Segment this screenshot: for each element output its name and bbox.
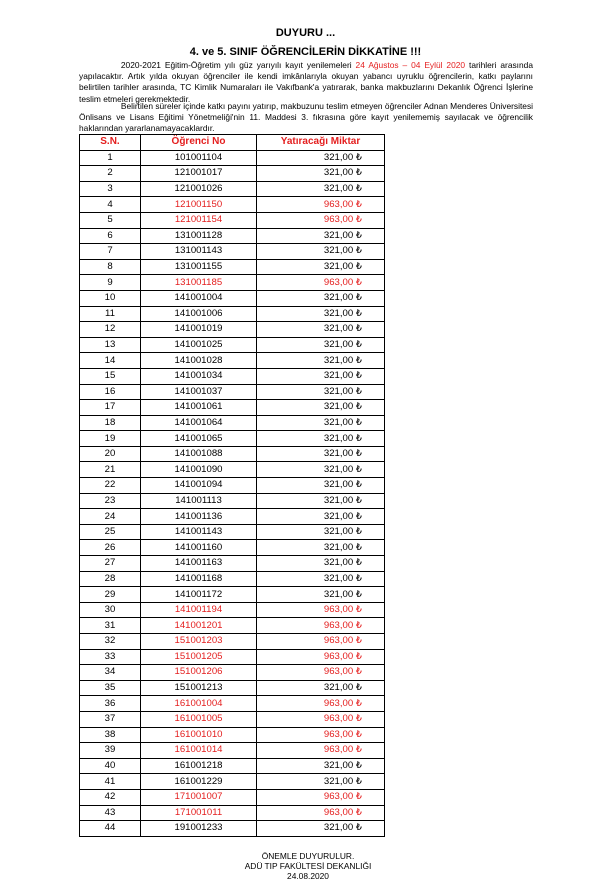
announcement-subtitle: 4. ve 5. SINIF ÖĞRENCİLERİN DİKKATİNE !!! [189,46,422,58]
table-row [80,727,385,743]
table-body [80,150,385,836]
row-serial-number: 41 [80,774,141,790]
row-amount: 321,00 ₺ [257,680,385,696]
table-row [80,244,385,260]
intro-text-a: 2020-2021 Eğitim-Öğretim yılı güz yarıyılı kayıt yenilemeleri [120,60,356,70]
row-amount: 321,00 ₺ [257,556,385,572]
row-student-number: 141001065 [141,431,257,447]
table-row [80,197,385,213]
table-row [80,275,385,291]
table-row [80,680,385,696]
row-amount: 321,00 ₺ [257,228,385,244]
student-fee-table [79,134,385,837]
row-serial-number: 16 [80,384,141,400]
row-serial-number: 1 [80,150,141,166]
row-serial-number: 25 [80,524,141,540]
row-student-number: 141001037 [141,384,257,400]
row-amount: 321,00 ₺ [257,368,385,384]
row-student-number: 131001143 [141,244,257,260]
footer-date: 24.08.2020 [287,871,329,881]
row-serial-number: 39 [80,743,141,759]
row-serial-number: 13 [80,337,141,353]
row-amount: 321,00 ₺ [257,337,385,353]
row-amount: 321,00 ₺ [257,571,385,587]
row-amount: 321,00 ₺ [257,540,385,556]
row-serial-number: 32 [80,634,141,650]
row-serial-number: 18 [80,415,141,431]
row-amount: 321,00 ₺ [257,821,385,837]
table-row [80,290,385,306]
row-amount: 963,00 ₺ [257,711,385,727]
table-row [80,150,385,166]
row-amount: 321,00 ₺ [257,587,385,603]
row-serial-number: 11 [80,306,141,322]
row-student-number: 141001143 [141,524,257,540]
row-amount: 321,00 ₺ [257,259,385,275]
table-row [80,509,385,525]
row-student-number: 141001034 [141,368,257,384]
footer-faculty: ADÜ TIP FAKÜLTESİ DEKANLIĞI [244,861,372,871]
table-row [80,259,385,275]
row-amount: 963,00 ₺ [257,743,385,759]
row-serial-number: 14 [80,353,141,369]
row-amount: 963,00 ₺ [257,618,385,634]
row-student-number: 101001104 [141,150,257,166]
intro-paragraph-2 [79,101,533,135]
table-row [80,353,385,369]
row-amount: 963,00 ₺ [257,727,385,743]
row-serial-number: 2 [80,166,141,182]
row-serial-number: 31 [80,618,141,634]
row-student-number: 191001233 [141,821,257,837]
row-amount: 321,00 ₺ [257,384,385,400]
row-serial-number: 3 [80,181,141,197]
row-amount: 963,00 ₺ [257,696,385,712]
row-amount: 963,00 ₺ [257,649,385,665]
row-amount: 321,00 ₺ [257,290,385,306]
table-row [80,384,385,400]
table-header-row [80,135,385,151]
row-student-number: 161001004 [141,696,257,712]
row-serial-number: 6 [80,228,141,244]
table-row [80,743,385,759]
row-amount: 321,00 ₺ [257,446,385,462]
row-student-number: 141001194 [141,602,257,618]
row-serial-number: 20 [80,446,141,462]
row-serial-number: 17 [80,400,141,416]
row-student-number: 131001155 [141,259,257,275]
table-row [80,774,385,790]
table-row [80,587,385,603]
table-row [80,571,385,587]
row-amount: 963,00 ₺ [257,789,385,805]
row-serial-number: 24 [80,509,141,525]
row-serial-number: 30 [80,602,141,618]
row-student-number: 121001017 [141,166,257,182]
row-serial-number: 23 [80,493,141,509]
row-amount: 321,00 ₺ [257,166,385,182]
row-serial-number: 8 [80,259,141,275]
row-student-number: 141001004 [141,290,257,306]
row-serial-number: 29 [80,587,141,603]
row-amount: 321,00 ₺ [257,524,385,540]
row-student-number: 141001090 [141,462,257,478]
table-row [80,322,385,338]
row-serial-number: 26 [80,540,141,556]
row-student-number: 141001006 [141,306,257,322]
row-student-number: 141001019 [141,322,257,338]
row-serial-number: 22 [80,478,141,494]
intro-paragraph-1 [79,60,533,105]
row-amount: 321,00 ₺ [257,758,385,774]
table-row [80,821,385,837]
row-serial-number: 21 [80,462,141,478]
row-serial-number: 28 [80,571,141,587]
table-row [80,337,385,353]
row-student-number: 141001025 [141,337,257,353]
row-amount: 321,00 ₺ [257,353,385,369]
row-amount: 321,00 ₺ [257,431,385,447]
row-amount: 963,00 ₺ [257,665,385,681]
row-serial-number: 42 [80,789,141,805]
row-student-number: 141001168 [141,571,257,587]
row-amount: 321,00 ₺ [257,478,385,494]
row-student-number: 151001213 [141,680,257,696]
row-student-number: 131001185 [141,275,257,291]
row-student-number: 141001163 [141,556,257,572]
row-serial-number: 35 [80,680,141,696]
table-row [80,181,385,197]
row-amount: 321,00 ₺ [257,462,385,478]
row-serial-number: 33 [80,649,141,665]
row-student-number: 151001205 [141,649,257,665]
intro-text-c: Belirtilen süreler içinde katkı payını yatırıp, makbuzunu teslim etmeyen öğrenciler Adnan Menderes Üniversitesi Önlisans ve Lisans Eğitimi Yönetmeliği'nin 11. Maddesi 3. fıkrasına göre kayıt yenilememiş sayılacak ve öğrencilik haklarından yararlanamayacaklardır. [79,101,533,134]
row-student-number: 161001229 [141,774,257,790]
row-student-number: 141001088 [141,446,257,462]
row-amount: 963,00 ₺ [257,197,385,213]
row-serial-number: 27 [80,556,141,572]
row-student-number: 161001218 [141,758,257,774]
row-amount: 321,00 ₺ [257,509,385,525]
column-header-amount: Yatıracağı Miktar [257,135,385,151]
row-amount: 321,00 ₺ [257,322,385,338]
row-amount: 321,00 ₺ [257,774,385,790]
row-amount: 963,00 ₺ [257,805,385,821]
row-amount: 321,00 ₺ [257,400,385,416]
row-serial-number: 15 [80,368,141,384]
row-serial-number: 4 [80,197,141,213]
table-row [80,228,385,244]
table-row [80,493,385,509]
row-serial-number: 7 [80,244,141,260]
table-row [80,212,385,228]
row-amount: 963,00 ₺ [257,212,385,228]
column-header-student-no: Öğrenci No [141,135,257,151]
registration-dates: 24 Ağustos – 04 Eylül 2020 [355,60,466,70]
row-amount: 321,00 ₺ [257,493,385,509]
row-student-number: 141001113 [141,493,257,509]
row-amount: 321,00 ₺ [257,306,385,322]
row-student-number: 121001150 [141,197,257,213]
table-row [80,696,385,712]
row-student-number: 151001206 [141,665,257,681]
row-student-number: 171001007 [141,789,257,805]
row-serial-number: 19 [80,431,141,447]
table-row [80,602,385,618]
table-row [80,789,385,805]
row-serial-number: 10 [80,290,141,306]
row-amount: 963,00 ₺ [257,275,385,291]
row-serial-number: 43 [80,805,141,821]
row-student-number: 141001094 [141,478,257,494]
table-row [80,431,385,447]
table-row [80,758,385,774]
table-row [80,634,385,650]
table-row [80,805,385,821]
table-row [80,306,385,322]
table-row [80,524,385,540]
row-serial-number: 40 [80,758,141,774]
row-student-number: 141001201 [141,618,257,634]
table-row [80,368,385,384]
row-student-number: 171001011 [141,805,257,821]
row-serial-number: 44 [80,821,141,837]
row-amount: 321,00 ₺ [257,415,385,431]
row-serial-number: 37 [80,711,141,727]
row-serial-number: 9 [80,275,141,291]
intro-text-b: tarihleri arasında yapılacaktır. Artık yılda okuyan öğrenciler ile kendi imkânlarıyla okuyan yabancı uyruklu öğrencilerin, katkı paylarını belirtilen tarihler arasında, TC Kimlik Numaraları ile Vakıfbank'a yatırarak, banka makbuzlarını Dekanlık Öğrenci İşlerine teslim etmeleri gerekmektedir. [79,60,533,104]
table-row [80,478,385,494]
table-row [80,556,385,572]
table-row [80,649,385,665]
row-student-number: 141001028 [141,353,257,369]
footer-signature [180,851,436,881]
footer-notice: ÖNEMLE DUYURULUR. [261,851,355,861]
table-row [80,540,385,556]
column-header-sn: S.N. [80,135,141,151]
row-serial-number: 5 [80,212,141,228]
row-student-number: 151001203 [141,634,257,650]
row-student-number: 141001172 [141,587,257,603]
table-row [80,166,385,182]
row-student-number: 141001136 [141,509,257,525]
row-amount: 321,00 ₺ [257,150,385,166]
table-row [80,711,385,727]
row-serial-number: 36 [80,696,141,712]
row-amount: 963,00 ₺ [257,602,385,618]
row-amount: 963,00 ₺ [257,634,385,650]
table-row [80,415,385,431]
row-student-number: 141001160 [141,540,257,556]
row-student-number: 131001128 [141,228,257,244]
row-amount: 321,00 ₺ [257,244,385,260]
row-student-number: 161001005 [141,711,257,727]
table-row [80,400,385,416]
row-serial-number: 12 [80,322,141,338]
row-student-number: 141001061 [141,400,257,416]
row-student-number: 161001010 [141,727,257,743]
row-student-number: 141001064 [141,415,257,431]
announcement-title: DUYURU ... [275,27,336,39]
row-serial-number: 38 [80,727,141,743]
row-serial-number: 34 [80,665,141,681]
table-row [80,446,385,462]
table-row [80,618,385,634]
row-student-number: 121001026 [141,181,257,197]
table-row [80,462,385,478]
row-student-number: 121001154 [141,212,257,228]
row-student-number: 161001014 [141,743,257,759]
row-amount: 321,00 ₺ [257,181,385,197]
table-row [80,665,385,681]
